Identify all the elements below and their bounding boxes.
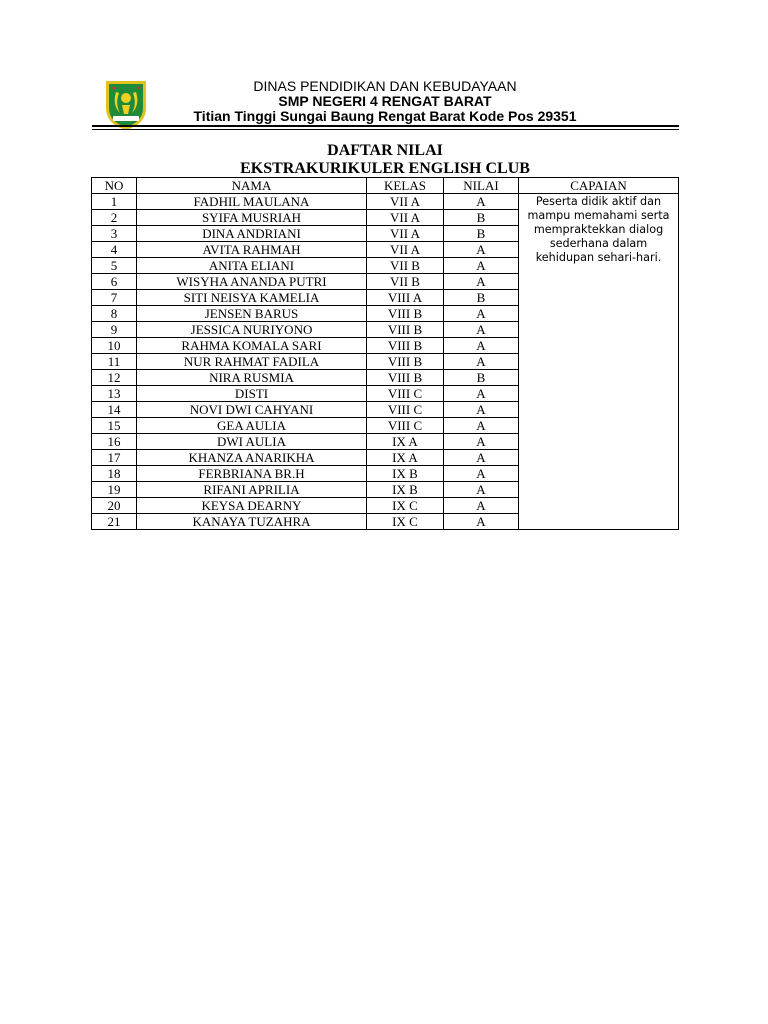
header-nilai: NILAI xyxy=(444,178,519,194)
cell-capaian: Peserta didik aktif dan mampu memahami serta mempraktekkan dialog sederhana dalam kehidupan sehari-hari. xyxy=(519,194,679,530)
cell-nilai: A xyxy=(444,194,519,210)
cell-no: 5 xyxy=(92,258,137,274)
school-address: Titian Tinggi Sungai Baung Rengat Barat Kode Pos 29351 xyxy=(193,108,577,124)
cell-no: 11 xyxy=(92,354,137,370)
cell-kelas: VII A xyxy=(367,226,444,242)
cell-nilai: A xyxy=(444,514,519,530)
cell-nama: NOVI DWI CAHYANI xyxy=(137,402,367,418)
cell-no: 15 xyxy=(92,418,137,434)
cell-no: 20 xyxy=(92,498,137,514)
cell-nilai: A xyxy=(444,450,519,466)
cell-nama: NIRA RUSMIA xyxy=(137,370,367,386)
cell-no: 21 xyxy=(92,514,137,530)
cell-nama: RIFANI APRILIA xyxy=(137,482,367,498)
cell-kelas: VII A xyxy=(367,194,444,210)
table-row xyxy=(92,194,679,210)
cell-no: 4 xyxy=(92,242,137,258)
table-body xyxy=(92,194,679,530)
cell-nilai: A xyxy=(444,306,519,322)
cell-nilai: A xyxy=(444,482,519,498)
cell-nama: FADHIL MAULANA xyxy=(137,194,367,210)
cell-kelas: VIII B xyxy=(367,322,444,338)
cell-kelas: VIII B xyxy=(367,306,444,322)
cell-nama: SITI NEISYA KAMELIA xyxy=(137,290,367,306)
cell-nilai: B xyxy=(444,226,519,242)
cell-nilai: B xyxy=(444,290,519,306)
cell-kelas: IX A xyxy=(367,434,444,450)
letterhead-rule-thick xyxy=(92,125,679,127)
cell-kelas: VII B xyxy=(367,258,444,274)
cell-nilai: A xyxy=(444,466,519,482)
header-kelas: KELAS xyxy=(367,178,444,194)
school-emblem-icon xyxy=(103,78,149,132)
cell-no: 16 xyxy=(92,434,137,450)
cell-nilai: A xyxy=(444,498,519,514)
cell-kelas: IX C xyxy=(367,514,444,530)
cell-nilai: A xyxy=(444,354,519,370)
cell-nama: WISYHA ANANDA PUTRI xyxy=(137,274,367,290)
cell-kelas: VII B xyxy=(367,274,444,290)
cell-nama: AVITA RAHMAH xyxy=(137,242,367,258)
cell-no: 19 xyxy=(92,482,137,498)
cell-kelas: VIII C xyxy=(367,402,444,418)
cell-nama: RAHMA KOMALA SARI xyxy=(137,338,367,354)
dinas-heading: DINAS PENDIDIKAN DAN KEBUDAYAAN xyxy=(253,78,517,94)
cell-nilai: A xyxy=(444,274,519,290)
cell-nama: GEA AULIA xyxy=(137,418,367,434)
cell-kelas: VIII B xyxy=(367,338,444,354)
cell-nilai: B xyxy=(444,210,519,226)
cell-no: 9 xyxy=(92,322,137,338)
cell-nilai: A xyxy=(444,338,519,354)
cell-nilai: A xyxy=(444,434,519,450)
cell-nilai: A xyxy=(444,242,519,258)
document-title: DAFTAR NILAI xyxy=(327,142,443,159)
cell-no: 17 xyxy=(92,450,137,466)
cell-nilai: B xyxy=(444,370,519,386)
cell-no: 2 xyxy=(92,210,137,226)
school-name: SMP NEGERI 4 RENGAT BARAT xyxy=(278,93,492,109)
cell-kelas: VIII B xyxy=(367,354,444,370)
cell-nilai: A xyxy=(444,386,519,402)
cell-nama: KEYSA DEARNY xyxy=(137,498,367,514)
cell-kelas: IX A xyxy=(367,450,444,466)
cell-nama: KHANZA ANARIKHA xyxy=(137,450,367,466)
cell-nama: DISTI xyxy=(137,386,367,402)
cell-nama: JENSEN BARUS xyxy=(137,306,367,322)
cell-nama: SYIFA MUSRIAH xyxy=(137,210,367,226)
cell-nama: DWI AULIA xyxy=(137,434,367,450)
cell-no: 7 xyxy=(92,290,137,306)
cell-no: 10 xyxy=(92,338,137,354)
letterhead-rule-thin xyxy=(92,129,679,130)
cell-nilai: A xyxy=(444,402,519,418)
cell-nilai: A xyxy=(444,258,519,274)
cell-no: 6 xyxy=(92,274,137,290)
cell-nama: DINA ANDRIANI xyxy=(137,226,367,242)
cell-no: 1 xyxy=(92,194,137,210)
cell-kelas: IX B xyxy=(367,466,444,482)
header-nama: NAMA xyxy=(137,178,367,194)
grades-table xyxy=(91,177,679,530)
cell-kelas: VIII C xyxy=(367,418,444,434)
cell-nilai: A xyxy=(444,418,519,434)
cell-nama: NUR RAHMAT FADILA xyxy=(137,354,367,370)
cell-kelas: VIII B xyxy=(367,370,444,386)
table-header-row xyxy=(92,178,679,194)
cell-nama: FERBRIANA BR.H xyxy=(137,466,367,482)
cell-nilai: A xyxy=(444,322,519,338)
cell-kelas: IX C xyxy=(367,498,444,514)
cell-kelas: VIII C xyxy=(367,386,444,402)
cell-kelas: VII A xyxy=(367,210,444,226)
cell-kelas: VIII A xyxy=(367,290,444,306)
cell-no: 18 xyxy=(92,466,137,482)
cell-nama: JESSICA NURIYONO xyxy=(137,322,367,338)
document-subtitle: EKSTRAKURIKULER ENGLISH CLUB xyxy=(240,160,530,177)
cell-no: 8 xyxy=(92,306,137,322)
header-capaian: CAPAIAN xyxy=(519,178,679,194)
cell-nama: ANITA ELIANI xyxy=(137,258,367,274)
cell-no: 13 xyxy=(92,386,137,402)
cell-kelas: VII A xyxy=(367,242,444,258)
cell-kelas: IX B xyxy=(367,482,444,498)
cell-no: 3 xyxy=(92,226,137,242)
cell-no: 12 xyxy=(92,370,137,386)
cell-nama: KANAYA TUZAHRA xyxy=(137,514,367,530)
cell-no: 14 xyxy=(92,402,137,418)
header-no: NO xyxy=(92,178,137,194)
